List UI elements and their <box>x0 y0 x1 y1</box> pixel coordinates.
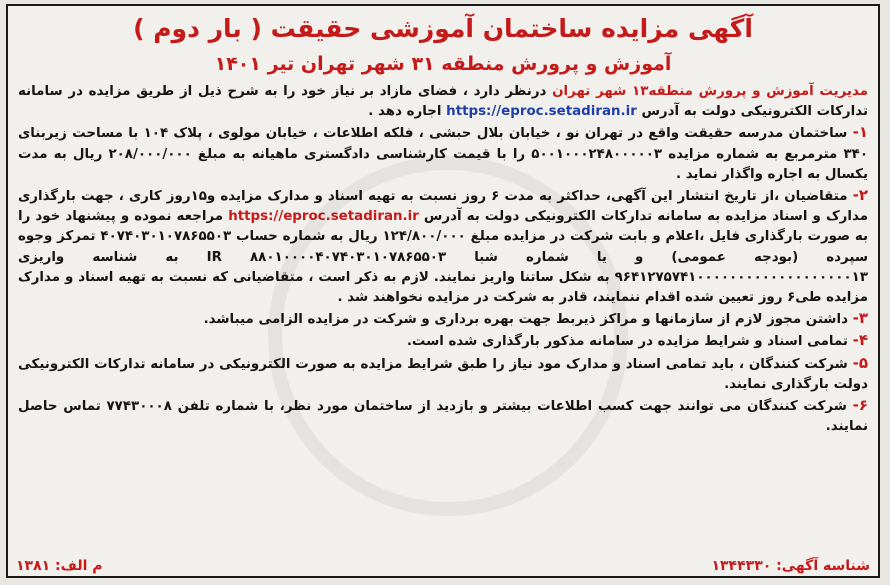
notice-subtitle: آموزش و پرورش منطقه ۳۱ شهر تهران تیر ۱۴۰۱ <box>214 53 672 75</box>
item-number-4: ۴- <box>852 331 868 350</box>
intro-text-2: اجاره دهد . <box>368 104 447 120</box>
item-text-2a: متقاضیان ،از تاریخ انتشار این آگهی، حداکثر به مدت ۶ روز نسبت به تهیه اسناد و مدارک مزایده و۱۵روز کاری ، جهت بارگذاری مدارک و اسناد مزایده به سامانه تدارکات الکترونیکی دولت به آدرس <box>18 189 868 225</box>
notice-title: آگهی مزایده ساختمان آموزشی حقیقت ( بار دوم ) <box>133 14 753 43</box>
notice-page <box>6 4 880 578</box>
item-text-5: شرکت کنندگان ، باید تمامی اسناد و مدارک مود نیاز را طبق شرایط مزایده به صورت الکترونیکی در سامانه تدارکات الکترونیکی دولت بارگذاری نمایند. <box>18 356 868 392</box>
portal-link[interactable]: https://eproc.setadiran.ir <box>446 104 637 120</box>
item-number-3: ۳- <box>852 309 868 328</box>
portal-link-2[interactable]: https://eproc.setadiran.ir <box>228 209 419 225</box>
item-text-3: داشتن مجوز لازم از سازمانها و مراکز ذیربط جهت بهره برداری و شرکت در مزایده الزامی میباشد. <box>203 312 853 328</box>
item-text-2b: مراجعه نموده و پیشنهاد خود را به صورت بارگذاری فایل ،اعلام و بابت شرکت در مزایده مبلغ ۱۲۴/۸۰۰/۰۰۰ ریال به شماره حساب ۴۰۷۴۰۳۰۱۰۷۸۶۵۵۰۳ تمرکز وجوه سپرده (بودجه عمومی) و یا شماره شبا IR ۸۸۰۱۰۰۰۰۴۰۷۴۰۳۰۱۰۷۸۶۵۵۰۳ به شناسه واریزی ۹۶۴۱۲۷۵۷۴۱۰۰۰۰۰۰۰۰۰۰۰۰۰۰۰۰۰۰۰۱۳ به شکل ساتنا واریز نمایند. لازم به ذکر است ، متقاضیانی که نسبت به تهیه اسناد و مدارک مزایده طی۶ روز تعیین شده اقدام ننمایند، قادر به شرکت در مزایده نخواهند شد . <box>18 209 869 306</box>
item-number-5: ۵- <box>852 353 868 372</box>
org-name: مدیریت آموزش و پرورش منطقه۱۳ شهر تهران <box>552 84 868 99</box>
item-number-2: ۲- <box>852 186 869 205</box>
notice-footer <box>16 558 870 574</box>
seal-watermark <box>268 156 628 516</box>
item-text-4: تمامی اسناد و شرایط مزایده در سامانه مذکور بارگذاری شده است. <box>406 334 853 350</box>
item-number-1: ۱- <box>852 123 868 142</box>
intro-text-1: درنظر دارد ، فضای مازاد بر نیاز خود را به شرح ذیل از طریق مزایده در سامانه تدارکات الکترونیکی دولت به آدرس <box>18 84 868 120</box>
ad-id: شناسه آگهی: ۱۳۴۴۳۳۰ <box>711 558 870 574</box>
reference-code: م الف: ۱۳۸۱ <box>16 558 103 574</box>
item-number-6: ۶- <box>852 396 868 415</box>
intro-paragraph <box>18 82 868 122</box>
item-text-6: شرکت کنندگان می توانند جهت کسب اطلاعات بیشتر و بازدید از ساختمان مورد نظر، با شماره تلفن ۷۷۴۳۰۰۰۸ تماس حاصل نمایند. <box>18 399 868 435</box>
item-text-1: ساختمان مدرسه حقیقت واقع در تهران نو ، خیابان بلال حبشی ، فلکه اطلاعات ، خیابان مولوی ، پلاک ۱۰۴ با مساحت زیربنای ۳۴۰ مترمربع به شماره مزایده ۵۰۰۱۰۰۰۲۴۸۰۰۰۰۰۳ را با قیمت کارشناسی دادگستری ماهیانه به مبلغ ۲۰۸/۰۰۰/۰۰۰ ریال به مدت یکسال به اجاره واگذار نماید . <box>18 126 868 182</box>
